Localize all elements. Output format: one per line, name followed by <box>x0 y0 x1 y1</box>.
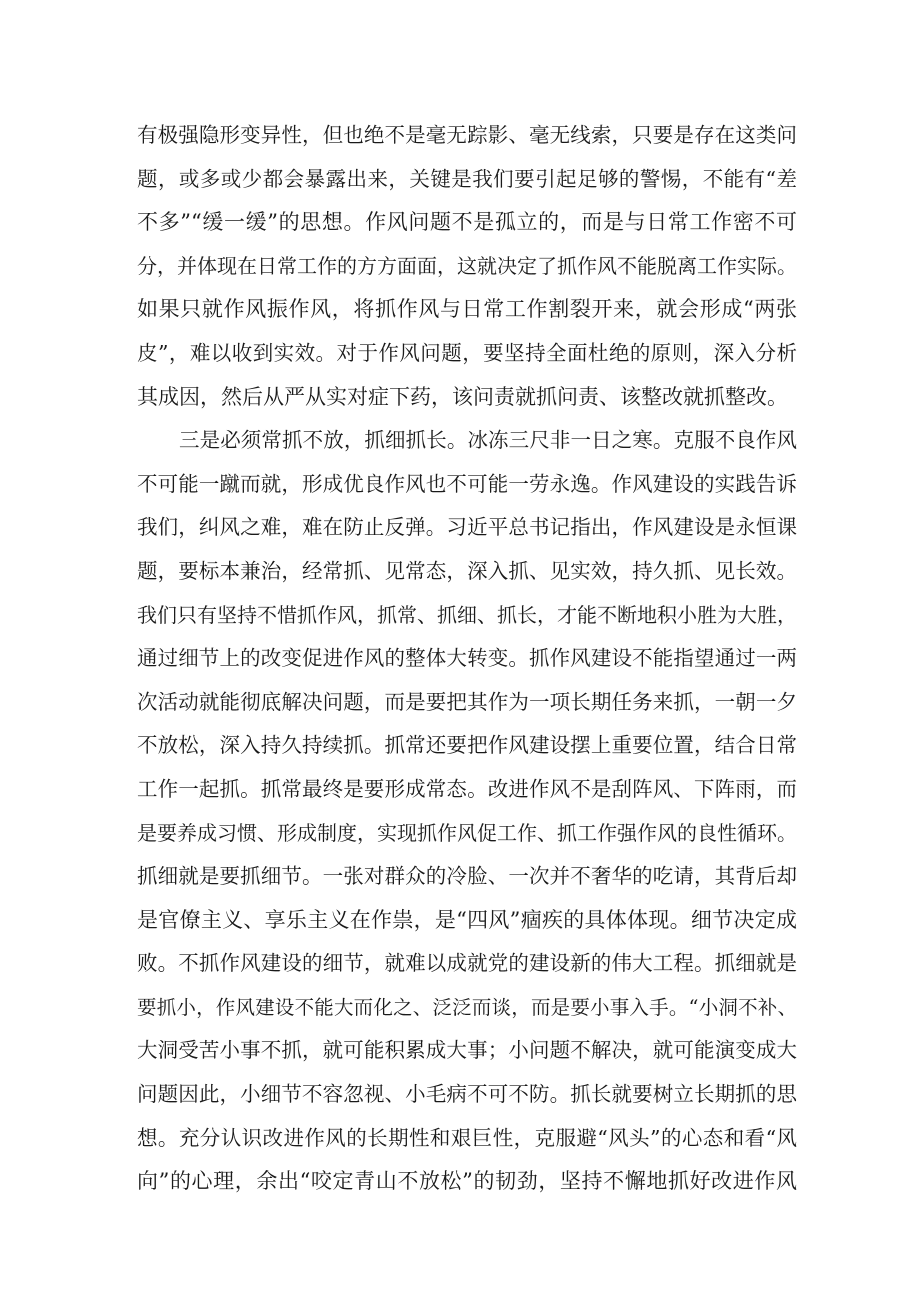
text-line: 如果只就作风振作风，将抓作风与日常工作割裂开来，就会形成“两张 <box>137 297 797 322</box>
text-line: 抓细就是要抓细节。一张对群众的冷脸、一次并不奢华的吃请，其背后却 <box>137 864 797 889</box>
text-line: 有极强隐形变异性，但也绝不是毫无踪影、毫无线索，只要是存在这类问 <box>137 123 797 147</box>
body-text <box>137 114 797 1204</box>
text-line: 问题因此，小细节不容忽视、小毛病不可不防。抓长就要树立长期抓的思 <box>137 1082 797 1107</box>
text-line: 其成因，然后从严从实对症下药，该问责就抓问责、该整改就抓整改。 <box>137 384 788 409</box>
text-line: 是要养成习惯、形成制度，实现抓作风促工作、抓工作强作风的良性循环。 <box>137 820 797 845</box>
paragraph-start-line: 三是必须常抓不放，抓细抓长。冰冻三尺非一日之寒。克服不良作风 <box>179 428 797 453</box>
text-line: 题，或多或少都会暴露出来，关键是我们要引起足够的警惕，不能有“差 <box>137 166 797 191</box>
text-line: 不可能一蹴而就，形成优良作风也不可能一劳永逸。作风建设的实践告诉 <box>137 471 797 496</box>
text-line: 皮”，难以收到实效。对于作风问题，要坚持全面杜绝的原则，深入分析 <box>137 340 797 365</box>
text-line: 不多”“缓一缓”的思想。作风问题不是孤立的，而是与日常工作密不可 <box>137 210 797 235</box>
text-line: 通过细节上的改变促进作风的整体大转变。抓作风建设不能指望通过一两 <box>137 646 797 671</box>
text-line: 向”的心理，余出“咬定青山不放松”的韧劲，坚持不懈地抓好改进作风 <box>137 1169 797 1194</box>
text-line: 是官僚主义、享乐主义在作祟，是“四风”痼疾的具体体现。细节决定成 <box>137 907 797 932</box>
text-line: 工作一起抓。抓常最终是要形成常态。改进作风不是刮阵风、下阵雨，而 <box>137 776 797 801</box>
text-line: 题，要标本兼治，经常抓、见常态，深入抓、见实效，持久抓、见长效。 <box>137 558 797 583</box>
text-line: 不放松，深入持久持续抓。抓常还要把作风建设摆上重要位置，结合日常 <box>137 733 797 758</box>
text-line: 我们，纠风之难，难在防止反弹。习近平总书记指出，作风建设是永恒课 <box>137 515 797 540</box>
text-line: 大洞受苦小事不抓，就可能积累成大事；小问题不解决，就可能演变成大 <box>137 1038 797 1063</box>
text-line: 要抓小，作风建设不能大而化之、泛泛而谈，而是要小事入手。“小洞不补、 <box>137 995 797 1019</box>
text-line: 想。充分认识改进作风的长期性和艰巨性，克服避“风头”的心态和看“风 <box>137 1125 797 1150</box>
text-line: 败。不抓作风建设的细节，就难以成就党的建设新的伟大工程。抓细就是 <box>137 951 797 976</box>
text-line: 分，并体现在日常工作的方方面面，这就决定了抓作风不能脱离工作实际。 <box>137 253 797 278</box>
text-line: 次活动就能彻底解决问题，而是要把其作为一项长期任务来抓，一朝一夕 <box>137 689 797 714</box>
text-line: 我们只有坚持不惜抓作风，抓常、抓细、抓长，才能不断地积小胜为大胜， <box>137 602 797 627</box>
